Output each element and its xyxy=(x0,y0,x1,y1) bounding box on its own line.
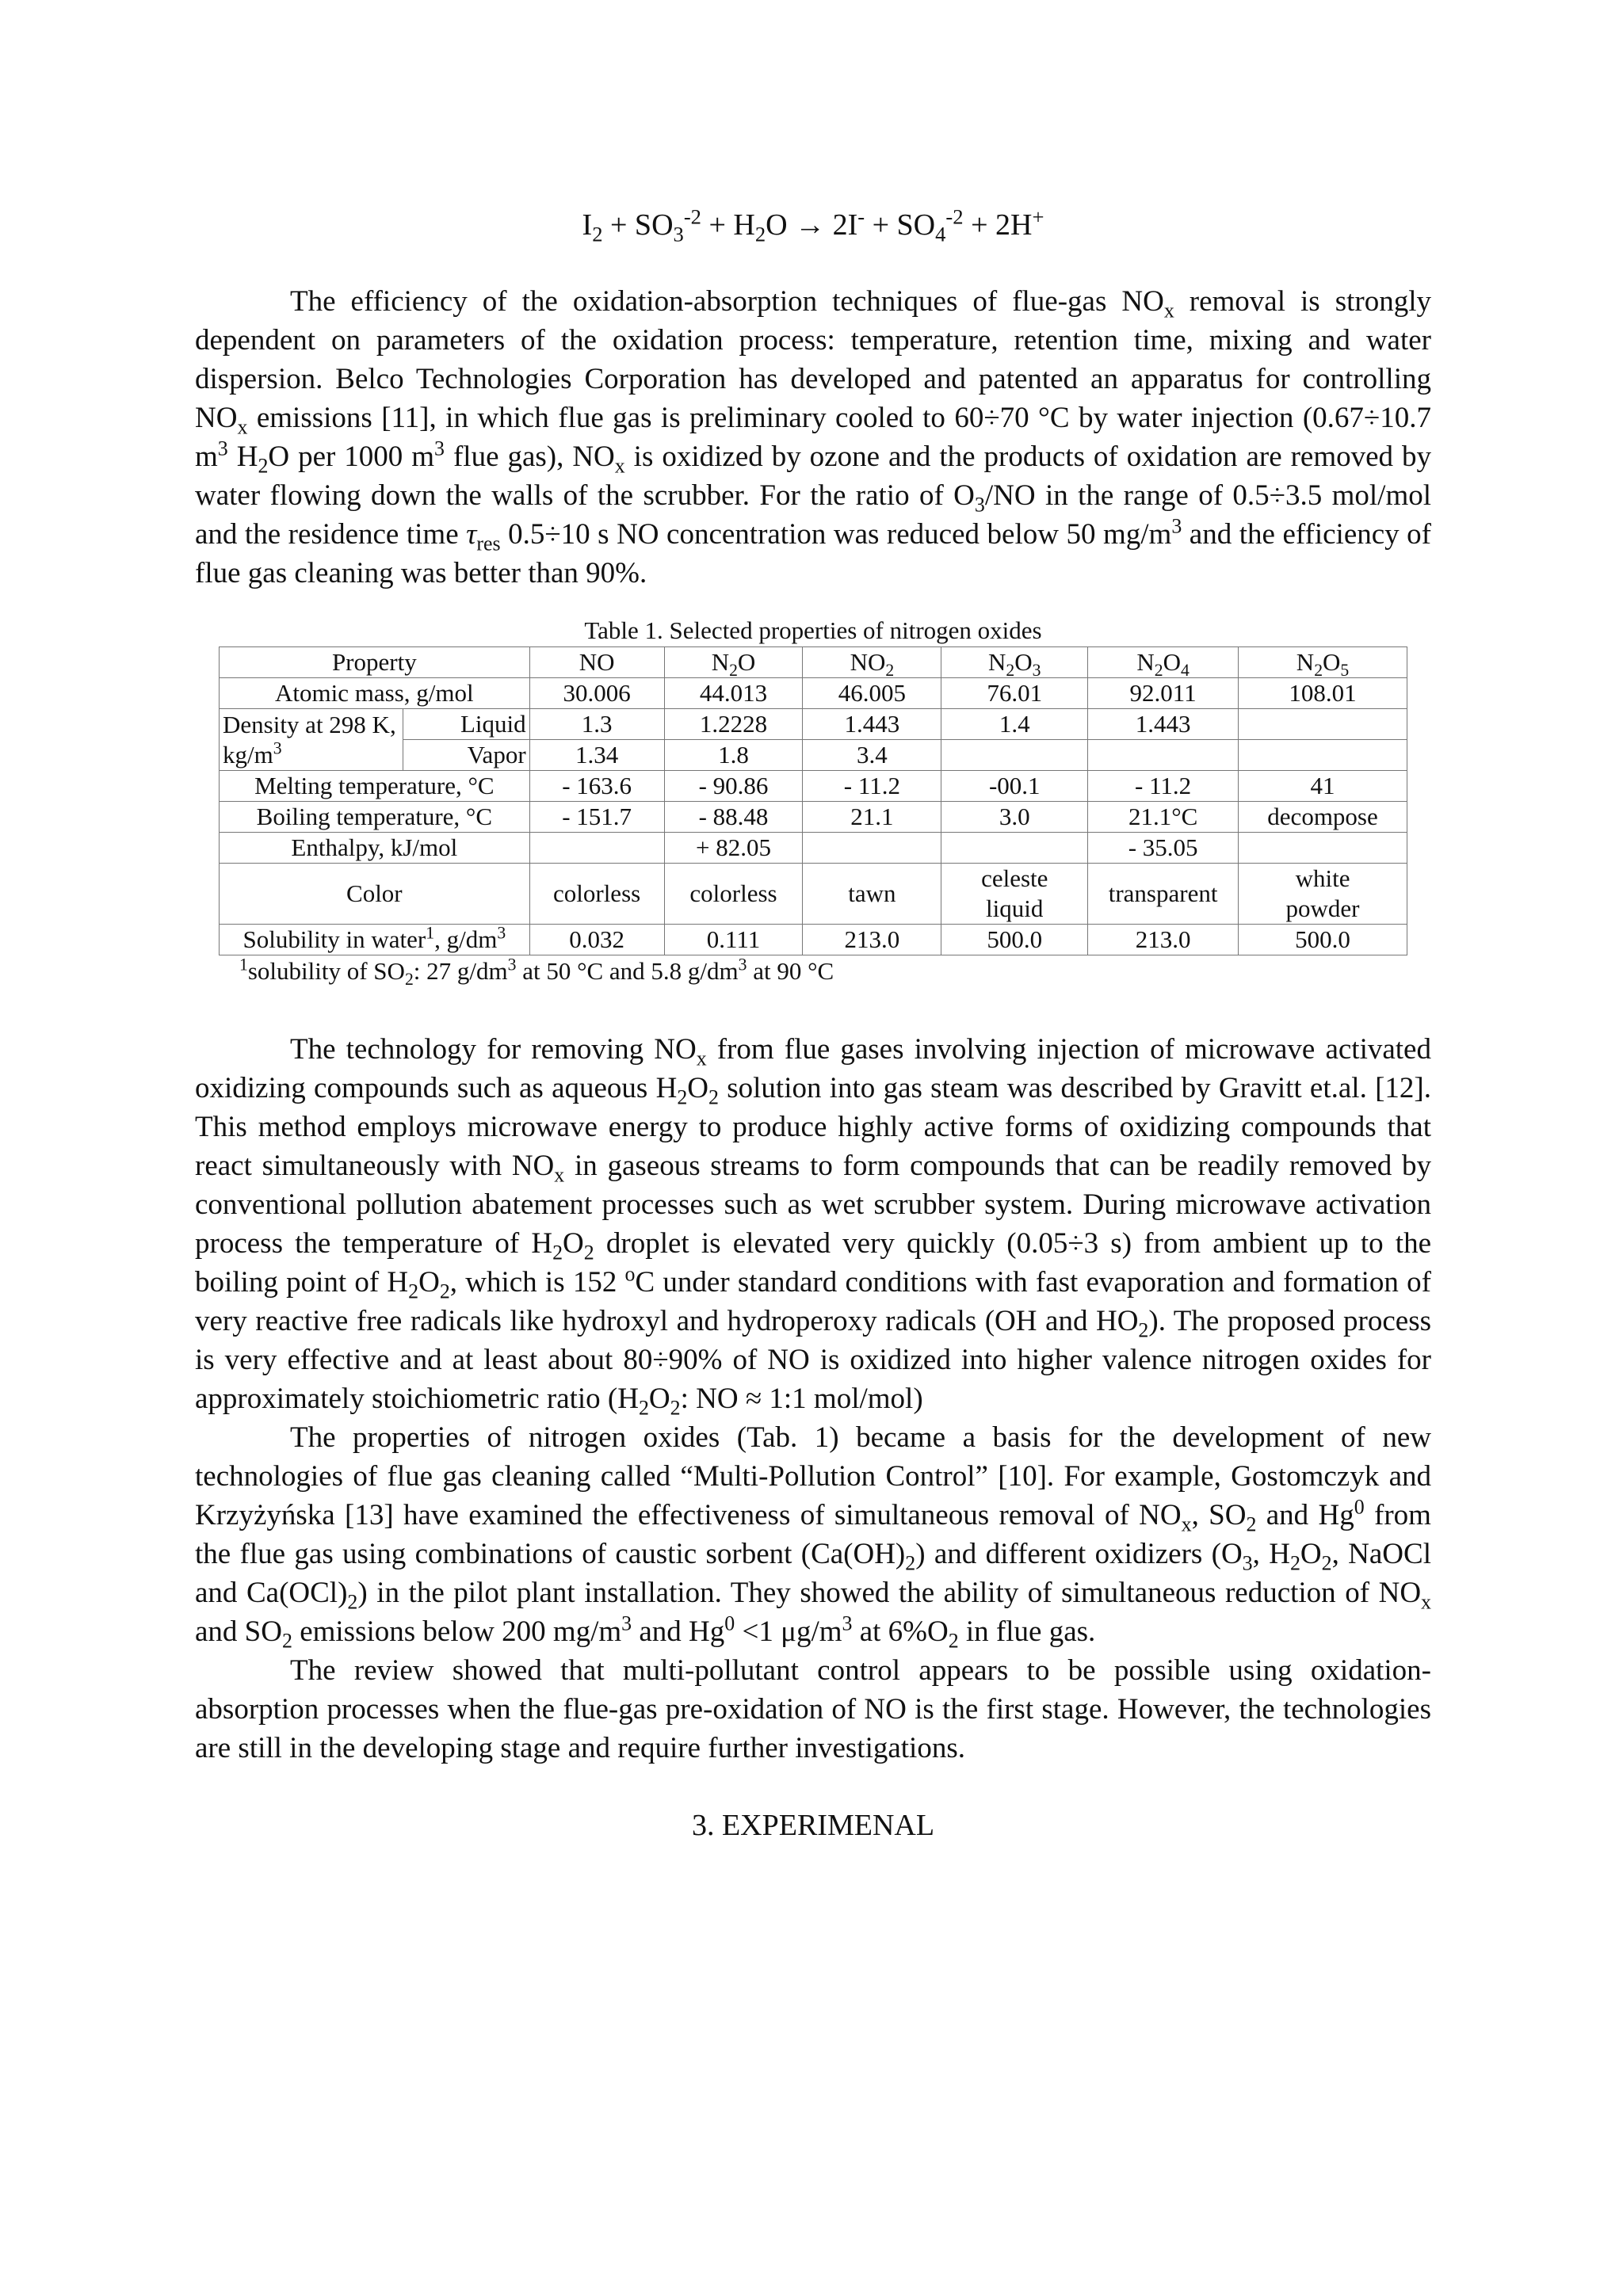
table-row-solubility xyxy=(220,925,1407,955)
chemical-equation: $I_2 + SO_3^{-2} + H_2O \to 2I^- + SO_4^{-2} + 2H^+$ xyxy=(582,204,1044,246)
row-label: Enthalpy, kJ/mol xyxy=(220,833,530,864)
paragraph-microwave: The technology for removing $NO_x$ from flue gases involving injection of microwave activated oxidizing compounds such as aqueous $H_2O_2$ solution into gas steam was described by Gravitt et.al. [12]. This method employs microwave energy to produce highly active forms of oxidizing compounds that react simultaneously with $NO_x$ in gaseous streams to form compounds that can be readily removed by conventional pollution abatement processes such as wet scrubber system. During microwave activation process the temperature of $H_2O_2$ droplet is elevated very quickly (0.05÷3 s) from ambient up to the boiling point of $H_2O_2$, which is 152 $^o$C under standard conditions with fast evaporation and formation of very reactive free radicals like hydroxyl and hydroperoxy radicals (OH and $HO_2$). The proposed process is very effective and at least about 80÷90% of NO is oxidized into higher valence nitrogen oxides for approximately stoichiometric ratio ($H_2O_2$: NO ≈ 1:1 mol/mol) xyxy=(195,1033,1431,1420)
header-property: Property xyxy=(220,647,530,678)
table-cell: white powder xyxy=(1239,864,1407,925)
paragraph-oxidation-efficiency: The efficiency of the oxidation-absorption techniques of flue-gas $NO_x$ removal is strongly dependent on parameters of the oxidation process: temperature, retention time, mixing and water dispersion. Belco Technologies Corporation has developed and patented an apparatus for controlling $NO_x$ emissions [11], in which flue gas is preliminary cooled to 60÷70 °C by water injection (0.67÷10.7 $m^3$ $H_2O$ per 1000 $m^3$ flue gas), $NO_x$ is oxidized by ozone and the products of oxidation are removed by water flowing down the walls of the scrubber. For the ratio of $O_3/NO$ in the range of 0.5÷3.5 mol/mol and the residence time $\tau_{res}$ 0.5÷10 s NO concentration was reduced below 50 $mg/m^3$ and the efficiency of flue gas cleaning was better than 90%. xyxy=(195,285,1432,589)
header-n2o3: $N_2O_3$ xyxy=(941,647,1088,678)
row-label: Color xyxy=(220,864,530,925)
table-cell: 108.01 xyxy=(1239,678,1407,709)
table-cell: - 88.48 xyxy=(664,802,803,833)
properties-table xyxy=(219,646,1407,955)
section-heading: 3. EXPERIMENAL xyxy=(691,1809,935,1842)
table-cell xyxy=(1239,740,1407,771)
row-sublabel-liquid: Liquid xyxy=(403,709,529,740)
table-row-color xyxy=(220,864,1407,925)
table-cell xyxy=(941,833,1088,864)
header-no: NO xyxy=(529,647,664,678)
table-cell: 92.011 xyxy=(1088,678,1239,709)
table-cell: 76.01 xyxy=(941,678,1088,709)
table-cell: 1.443 xyxy=(803,709,941,740)
table-cell xyxy=(1239,709,1407,740)
table-cell: + 82.05 xyxy=(664,833,803,864)
table-cell: decompose xyxy=(1239,802,1407,833)
table-cell: transparent xyxy=(1088,864,1239,925)
table-cell: 30.006 xyxy=(529,678,664,709)
table-row-melting xyxy=(220,771,1407,802)
table-cell xyxy=(529,833,664,864)
table-cell: 44.013 xyxy=(664,678,803,709)
table-cell: 21.1 xyxy=(803,802,941,833)
table-cell: colorless xyxy=(529,864,664,925)
table-cell: 213.0 xyxy=(803,925,941,955)
table-cell: 41 xyxy=(1239,771,1407,802)
table-cell: - 163.6 xyxy=(529,771,664,802)
table-cell: 21.1°C xyxy=(1088,802,1239,833)
table-caption: Table 1. Selected properties of nitrogen oxides xyxy=(584,616,1042,644)
table-cell: 213.0 xyxy=(1088,925,1239,955)
table-cell: - 11.2 xyxy=(803,771,941,802)
table-cell: 3.4 xyxy=(803,740,941,771)
table-cell: 1.2228 xyxy=(664,709,803,740)
header-n2o: $N_2O$ xyxy=(664,647,803,678)
table-cell: tawn xyxy=(803,864,941,925)
table-cell: 500.0 xyxy=(1239,925,1407,955)
table-cell xyxy=(1088,740,1239,771)
row-label: Atomic mass, g/mol xyxy=(220,678,530,709)
table-row-enthalpy xyxy=(220,833,1407,864)
row-sublabel-vapor: Vapor xyxy=(403,740,529,771)
paragraph-multi-pollution: The properties of nitrogen oxides (Tab. 1) became a basis for the development of new technologies of flue gas cleaning called “Multi-Pollution Control” [10]. For example, Gostomczyk and Krzyżyńska [13] have examined the effectiveness of simultaneous removal of $NO_x$, $SO_2$ and Hg$^0$ from the flue gas using combinations of caustic sorbent $(Ca(OH)_2)$ and different oxidizers ($O_3$, $H_2O_2$, NaOCl and $Ca(OCl)_2$) in the pilot plant installation. They showed the ability of simultaneous reduction of $NO_x$ and $SO_2$ emissions below 200 $mg/m^3$ and $Hg^0 <1$ $\mu g/m^3$ at $6\%O_2$ in flue gas. xyxy=(195,1421,1431,1653)
table-cell: - 35.05 xyxy=(1088,833,1239,864)
table-cell: - 11.2 xyxy=(1088,771,1239,802)
header-n2o4: $N_2O_4$ xyxy=(1088,647,1239,678)
paragraph-review: The review showed that multi-pollutant control appears to be possible using oxidation-absorption processes when the flue-gas pre-oxidation of NO is the first stage. However, the technologies are still in the developing stage and require further investigations. xyxy=(195,1654,1431,1764)
table-cell: 1.4 xyxy=(941,709,1088,740)
table-row-density-liquid xyxy=(220,709,1407,740)
table-cell: 0.111 xyxy=(664,925,803,955)
table-cell: 1.3 xyxy=(529,709,664,740)
table-cell: 3.0 xyxy=(941,802,1088,833)
row-label: Solubility in water$^1$, $g/dm^3$ xyxy=(220,925,530,955)
table-cell: - 151.7 xyxy=(529,802,664,833)
header-n2o5: $N_2O_5$ xyxy=(1239,647,1407,678)
table-footnote: $^1$solubility of $SO_2$: 27 $g/dm^3$ at 50 °C and 5.8 $g/dm^3$ at 90 °C xyxy=(239,955,834,990)
table-cell xyxy=(1239,833,1407,864)
table-cell: celeste liquid xyxy=(941,864,1088,925)
row-label-density: Density at 298 K, $kg/m^3$ xyxy=(220,709,403,771)
table-row-atomic-mass xyxy=(220,678,1407,709)
table-cell: - 90.86 xyxy=(664,771,803,802)
table-cell: colorless xyxy=(664,864,803,925)
table-1 xyxy=(219,615,1407,990)
row-label: Boiling temperature, °C xyxy=(220,802,530,833)
table-cell: 0.032 xyxy=(529,925,664,955)
table-header-row xyxy=(220,647,1407,678)
table-row-boiling xyxy=(220,802,1407,833)
table-cell: 46.005 xyxy=(803,678,941,709)
table-cell xyxy=(941,740,1088,771)
header-no2: $NO_2$ xyxy=(803,647,941,678)
table-cell: 500.0 xyxy=(941,925,1088,955)
row-label: Melting temperature, °C xyxy=(220,771,530,802)
table-cell: 1.34 xyxy=(529,740,664,771)
table-cell xyxy=(803,833,941,864)
page xyxy=(195,204,1431,1845)
table-cell: -00.1 xyxy=(941,771,1088,802)
table-cell: 1.443 xyxy=(1088,709,1239,740)
table-cell: 1.8 xyxy=(664,740,803,771)
